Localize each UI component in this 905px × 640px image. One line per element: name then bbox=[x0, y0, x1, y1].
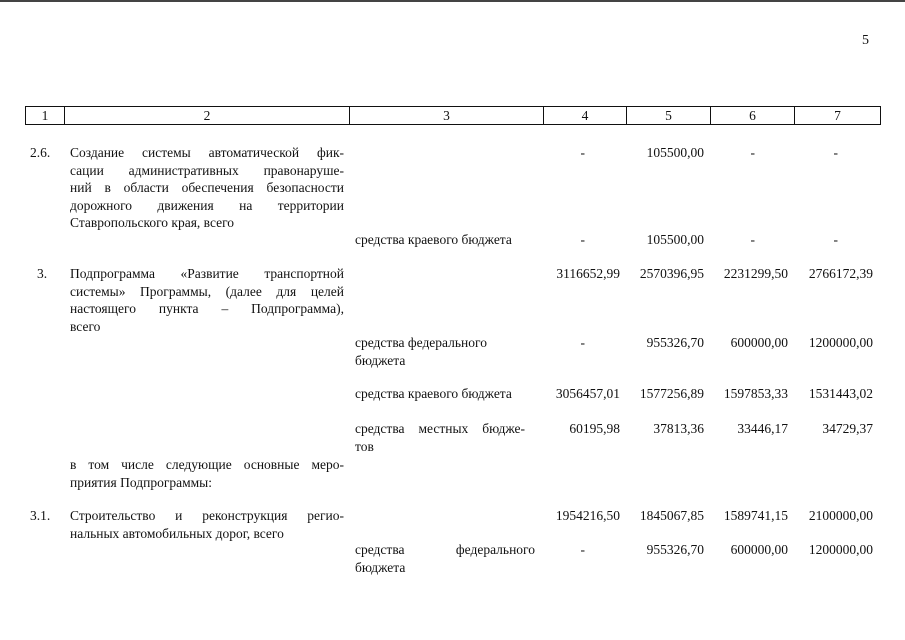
row-3-1-col7: 2100000,00 bbox=[808, 508, 873, 523]
row-3-1-federal-col5: 955326,70 bbox=[646, 542, 704, 557]
header-col-6: 6 bbox=[711, 107, 795, 125]
row-3-federal-label bbox=[355, 334, 487, 369]
row-2-6-funding-col6: - bbox=[750, 232, 755, 247]
row-3-col6: 2231299,50 bbox=[723, 266, 788, 281]
row-3-local-col7: 34729,37 bbox=[822, 421, 873, 436]
row-3-col4: 3116652,99 bbox=[556, 266, 620, 281]
desc-line: системы» Программы, (далее для целей bbox=[70, 283, 344, 299]
header-col-3: 3 bbox=[350, 107, 544, 125]
note-line: в том числе следующие основные меро- bbox=[70, 457, 344, 472]
row-2-6-col5: 105500,00 bbox=[646, 145, 704, 160]
row-2-6-funding-col5: 105500,00 bbox=[646, 232, 704, 247]
note-line: приятия Подпрограммы: bbox=[70, 474, 213, 490]
desc-line: Ставропольского края, всего bbox=[70, 215, 235, 230]
label-line: средства федерального bbox=[355, 542, 535, 557]
row-3-regional-col5: 1577256,89 bbox=[639, 386, 704, 401]
desc-line: Создание системы автоматической фик- bbox=[70, 145, 344, 160]
desc-line: нальных автомобильных дорог, всего bbox=[70, 525, 284, 541]
row-3-regional-label: средства краевого бюджета bbox=[355, 386, 512, 401]
header-col-5: 5 bbox=[627, 107, 711, 125]
desc-line: всего bbox=[70, 318, 101, 334]
label-line: бюджета bbox=[355, 352, 406, 368]
header-col-7: 7 bbox=[795, 107, 881, 125]
header-col-2: 2 bbox=[65, 107, 350, 125]
desc-line: ний в области обеспечения безопасности bbox=[70, 180, 344, 195]
row-3-local-col6: 33446,17 bbox=[737, 421, 788, 436]
desc-line: Подпрограмма «Развитие транспортной bbox=[70, 266, 344, 281]
row-2-6-col4: - bbox=[580, 145, 585, 160]
desc-line: дорожного движения на территории bbox=[70, 197, 344, 213]
label-line: бюджета bbox=[355, 559, 406, 575]
row-3-federal-col6: 600000,00 bbox=[730, 335, 788, 350]
label-line: средства федерального bbox=[355, 335, 487, 350]
page-number: 5 bbox=[862, 33, 869, 48]
row-3-local-col4: 60195,98 bbox=[569, 421, 620, 436]
row-3-col7: 2766172,39 bbox=[808, 266, 873, 281]
row-3-1-federal-col4: - bbox=[580, 542, 585, 557]
row-3-1-description bbox=[70, 507, 344, 542]
row-3-federal-col4: - bbox=[580, 335, 585, 350]
row-3-description bbox=[70, 265, 344, 335]
row-3-1-federal-col6: 600000,00 bbox=[730, 542, 788, 557]
column-number-header bbox=[25, 106, 881, 125]
row-2-6-description bbox=[70, 144, 344, 232]
row-3-regional-col4: 3056457,01 bbox=[555, 386, 620, 401]
row-3-1-federal-col7: 1200000,00 bbox=[808, 542, 873, 557]
label-line: средства местных бюдже- bbox=[355, 421, 525, 436]
row-3-1-col6: 1589741,15 bbox=[723, 508, 788, 523]
row-3-including-note bbox=[70, 456, 344, 491]
desc-line: сации административных правонаруше- bbox=[70, 162, 344, 178]
row-number-3-1: 3.1. bbox=[30, 508, 51, 523]
desc-line: настоящего пункта – Подпрограмма), bbox=[70, 301, 344, 316]
row-3-1-col4: 1954216,50 bbox=[555, 508, 620, 523]
row-number-3: 3. bbox=[37, 266, 48, 281]
row-3-1-col5: 1845067,85 bbox=[639, 508, 704, 523]
header-col-4: 4 bbox=[544, 107, 627, 125]
row-2-6-funding-col4: - bbox=[580, 232, 585, 247]
row-2-6-col6: - bbox=[750, 145, 755, 160]
row-3-regional-col6: 1597853,33 bbox=[723, 386, 788, 401]
row-3-regional-col7: 1531443,02 bbox=[808, 386, 873, 401]
row-3-local-label bbox=[355, 420, 525, 455]
row-3-col5: 2570396,95 bbox=[639, 266, 704, 281]
label-line: тов bbox=[355, 438, 374, 454]
row-3-federal-col5: 955326,70 bbox=[646, 335, 704, 350]
row-3-1-federal-label bbox=[355, 541, 535, 576]
row-2-6-col7: - bbox=[833, 145, 838, 160]
row-2-6-funding-label: средства краевого бюджета bbox=[355, 232, 512, 247]
desc-line: Строительство и реконструкция регио- bbox=[70, 508, 344, 523]
row-number-2-6: 2.6. bbox=[30, 145, 51, 160]
header-col-1: 1 bbox=[26, 107, 65, 125]
row-3-federal-col7: 1200000,00 bbox=[808, 335, 873, 350]
header-row bbox=[26, 107, 881, 125]
row-2-6-funding-col7: - bbox=[833, 232, 838, 247]
row-3-local-col5: 37813,36 bbox=[653, 421, 704, 436]
top-border-rule bbox=[0, 0, 905, 2]
